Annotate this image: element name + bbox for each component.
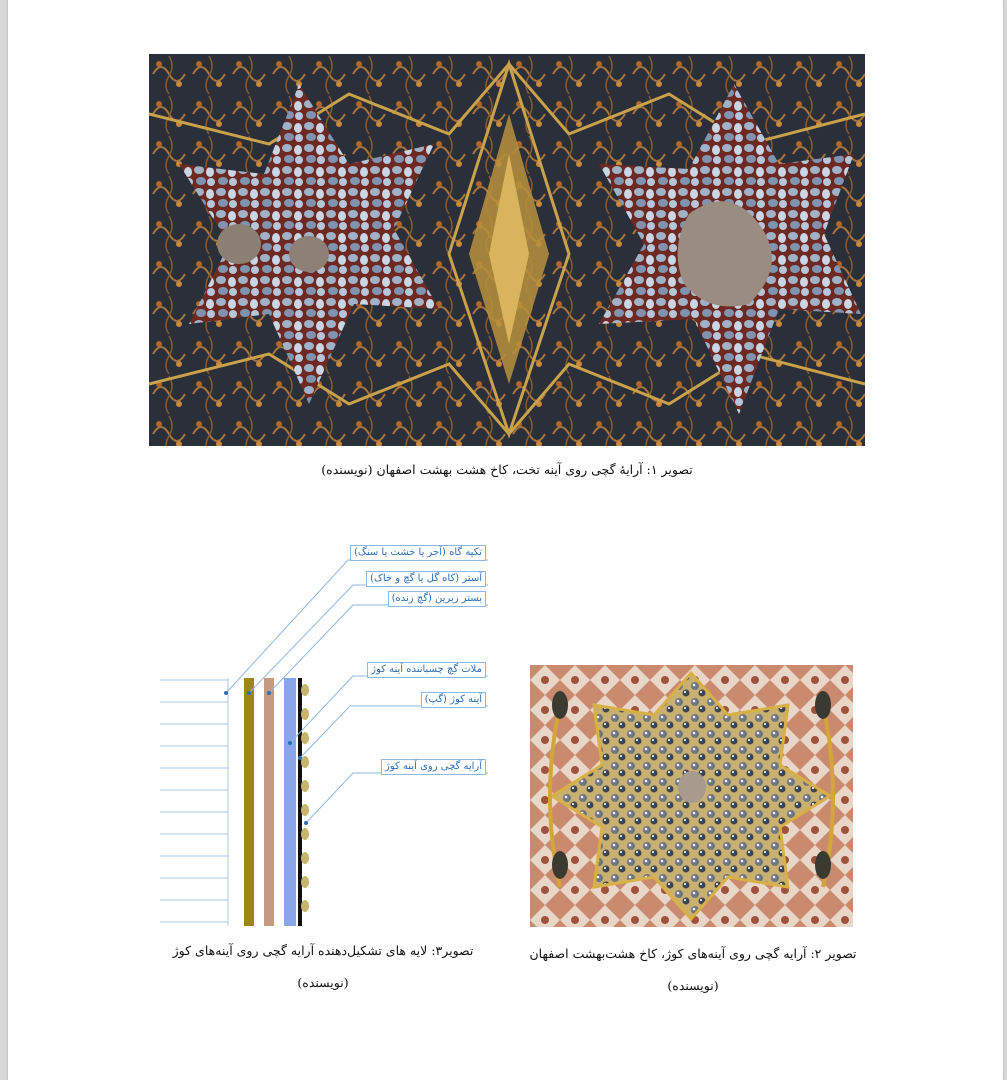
figure3-diagram: [158, 538, 498, 930]
label-ornament: آرایه گچی روی آینه کوژ: [381, 759, 486, 775]
figure2-photo: [530, 665, 853, 927]
plaster-ornament-bumps: [301, 684, 309, 912]
figure3-caption-line1: تصویر۳: لایه های تشکیل‌دهنده آرایه گچی روی آینه‌های کوژ: [172, 943, 474, 958]
label-lining: آستر (کاه گل یا گچ و خاک): [366, 571, 486, 587]
label-support: تکیه گاه (آجر یا خشت یا سنگ): [350, 545, 486, 561]
label-mortar: ملات گچ چسباننده آینه کوژ: [367, 662, 486, 678]
figure3-caption-line2: (نویسنده): [297, 975, 349, 990]
document-page: [8, 0, 1003, 1080]
base-layer: [264, 678, 274, 926]
support-lines: [160, 680, 228, 922]
lining-layer: [244, 678, 254, 926]
figure1-caption: تصویر ۱: آرایهٔ گچی روی آینه تخت، کاخ هشت بهشت اصفهان (نویسنده): [321, 462, 693, 477]
figure2-caption-line1: تصویر ۲: آرایه گچی روی آینه‌های کوژ، کاخ هشت‌بهشت اصفهان: [529, 946, 857, 961]
mortar-layer: [284, 678, 296, 926]
figure2-caption-line2: (نویسنده): [667, 978, 719, 993]
label-base: بستر زیرین (گچ زنده): [388, 591, 486, 607]
label-mirror: آینه کوژ (گپ): [421, 692, 486, 708]
figure1-photo: [149, 54, 865, 446]
